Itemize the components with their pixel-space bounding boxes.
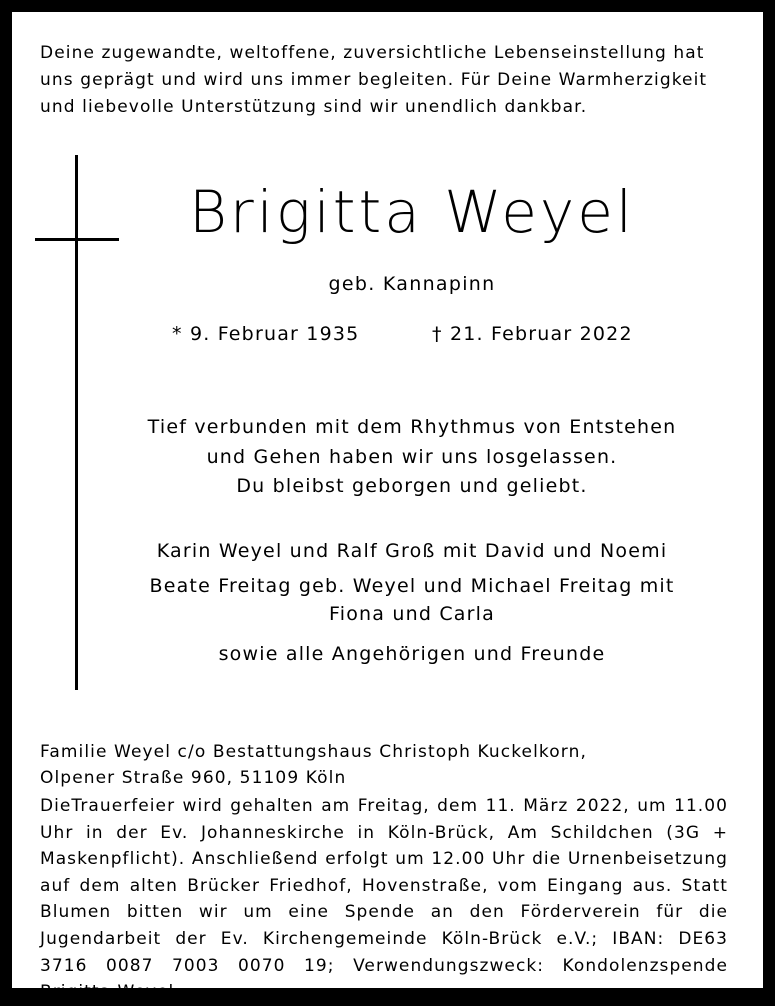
death-date: † 21. Februar 2022 (432, 323, 633, 345)
maiden-name: geb. Kannapinn (328, 273, 496, 295)
poem-line: und Gehen haben wir uns losgelassen. (206, 445, 618, 468)
address-line: Familie Weyel c/o Bestattungshaus Christoph Kuckelkorn, (40, 742, 587, 762)
family-address (40, 739, 740, 791)
deceased-name: Brigitta Weyel (188, 178, 636, 246)
poem (112, 413, 712, 502)
mourner-line: Karin Weyel und Ralf Groß mit David und Noemi (156, 540, 668, 562)
intro-text: Deine zugewandte, weltoffene, zuversichtliche Lebenseinstellung hat uns geprägt und wird uns immer begleiten. Für Deine Warmherzigkeit und liebevolle Unterstützung sind wir unendlich dankbar. (40, 43, 708, 117)
cross-icon (75, 155, 78, 690)
mourner-line: Beate Freitag geb. Weyel und Michael Freitag mit (149, 575, 675, 597)
birth-date: * 9. Februar 1935 (172, 323, 360, 345)
address-line: Olpener Straße 960, 51109 Köln (40, 768, 347, 788)
mourner-line: Fiona und Carla (328, 603, 495, 625)
mourner-line: sowie alle Angehörigen und Freunde (218, 643, 606, 665)
mourners (92, 537, 732, 669)
poem-line: Du bleibst geborgen und geliebt. (236, 475, 588, 497)
obituary-notice (12, 12, 763, 1003)
poem-line: Tief verbunden mit dem Rhythmus von Entstehen (147, 416, 677, 438)
ceremony-details: DieTrauerfeier wird gehalten am Freitag, dem 11. März 2022, um 11.00 Uhr in der Ev. Johanneskirche in Köln-Brück, Am Schildchen (3G + Maskenpflicht). Anschließend erfolgt um 12.00 Uhr die Urnenbeisetzung auf dem alten Brücker Friedhof, Hovenstraße, vom Eingang aus. Statt Blumen bitten wir um eine Spende an den Förderverein für die Jugendarbeit der Ev. Kirchengemeinde Köln-Brück e.V.; IBAN: DE63 3716 0087 7003 0070 19; Verwendungszweck: Kondolenzspende Brigitta Weyel. (40, 796, 728, 1003)
cross-icon-bar (35, 238, 119, 241)
